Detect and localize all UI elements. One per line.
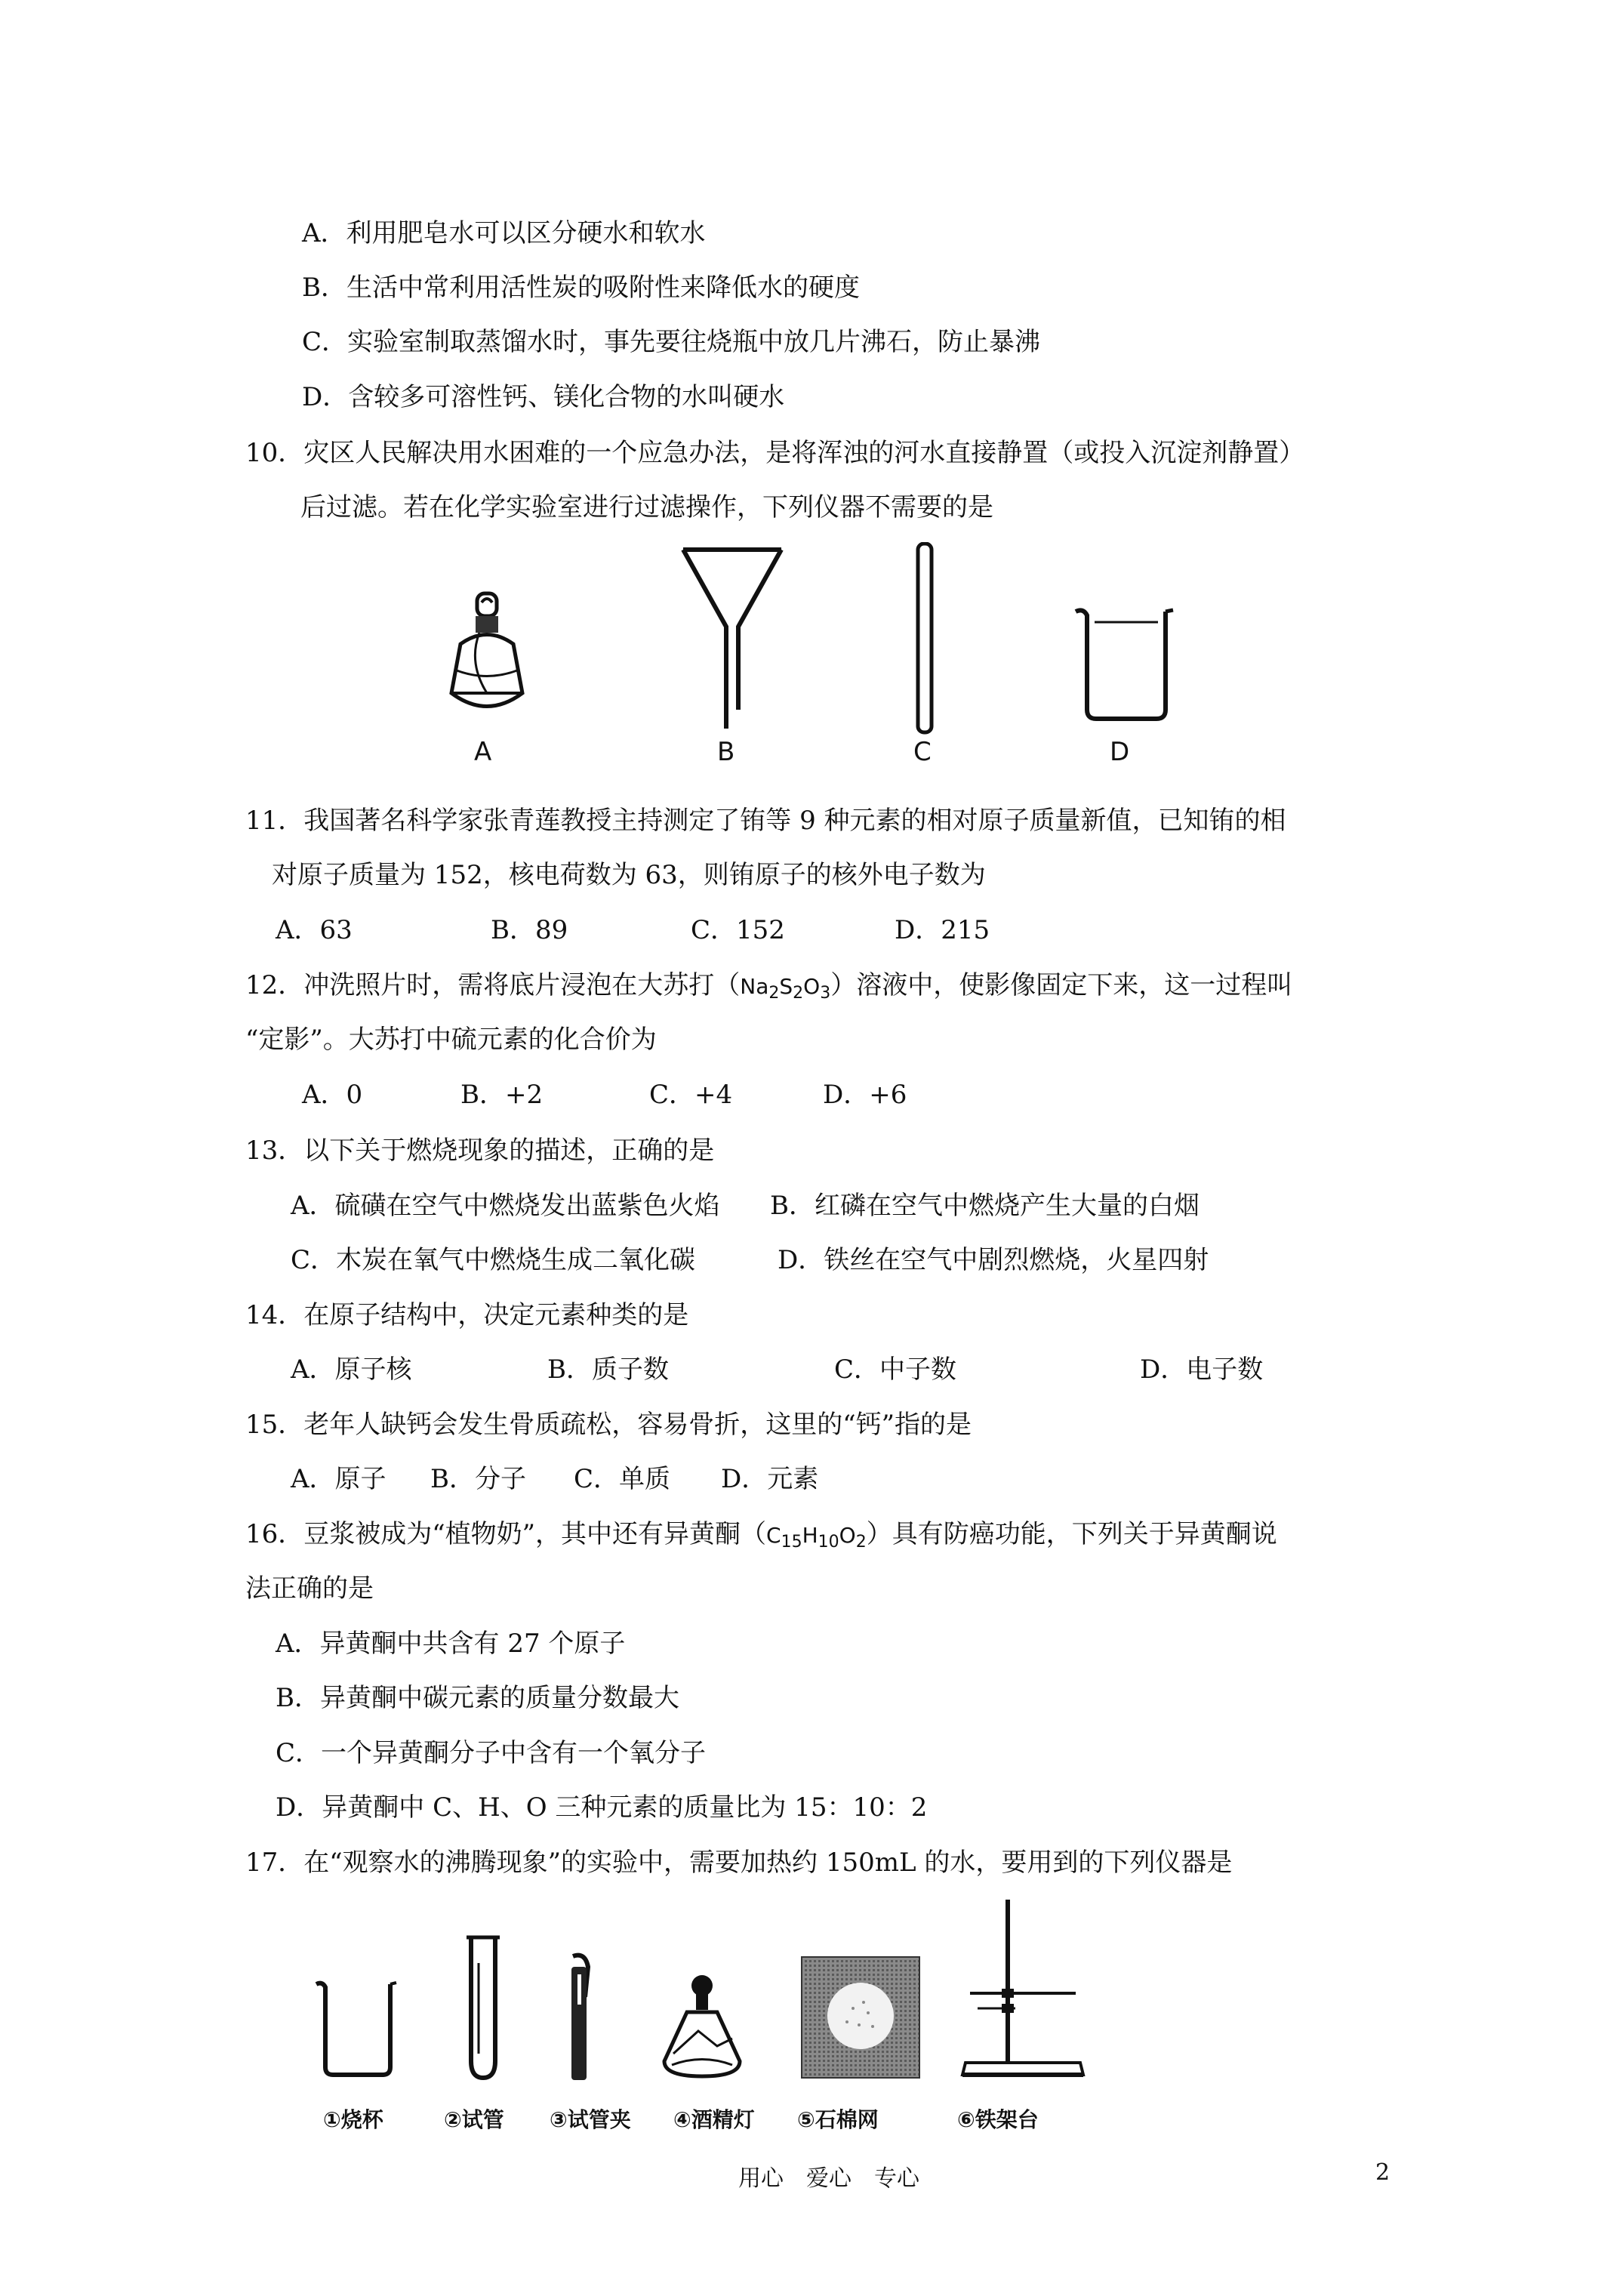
q17-label-asbestos-gauze: ⑤石棉网 bbox=[797, 2107, 879, 2132]
q11-stem-line1: 11．我国著名科学家张青莲教授主持测定了铕等 9 种元素的相对原子质量新值，已知铕的相 bbox=[245, 806, 1286, 836]
formula-subscript: 2 bbox=[793, 984, 804, 1003]
q9-option-a: A．利用肥皂水可以区分硬水和软水 bbox=[302, 218, 706, 248]
q15-stem: 15．老年人缺钙会发生骨质疏松，容易骨折，这里的“钙”指的是 bbox=[245, 1410, 972, 1440]
q12-option-b: B．+2 bbox=[460, 1080, 544, 1110]
q17-label-beaker: ①烧杯 bbox=[323, 2107, 383, 2132]
beaker-icon bbox=[313, 1978, 400, 2083]
formula-element: Na bbox=[740, 974, 769, 999]
q16-option-a: A．异黄酮中共含有 27 个原子 bbox=[276, 1629, 626, 1659]
formula-element: C bbox=[766, 1523, 781, 1548]
page-number: 2 bbox=[1375, 2159, 1390, 2186]
formula-subscript: 3 bbox=[820, 984, 831, 1003]
q12-stem-line2: “定影”。大苏打中硫元素的化合价为 bbox=[245, 1025, 657, 1055]
q15-option-d: D．元素 bbox=[721, 1464, 819, 1494]
q15-option-c: C．单质 bbox=[574, 1464, 671, 1494]
q14-option-a: A．原子核 bbox=[291, 1354, 412, 1385]
q12-stem-line1 bbox=[245, 969, 1292, 1003]
footer-motto: 用心 爱心 专心 bbox=[738, 2165, 919, 2192]
q16-stem-text: 16．豆浆被成为“植物奶”，其中还有异黄酮（ bbox=[245, 1519, 767, 1549]
glass-rod-icon bbox=[913, 542, 936, 738]
formula-subscript: 10 bbox=[818, 1533, 839, 1552]
q17-label-test-tube-clamp: ③试管夹 bbox=[550, 2107, 631, 2132]
q17-label-alcohol-lamp: ④酒精灯 bbox=[673, 2107, 755, 2132]
q17-label-test-tube: ②试管 bbox=[444, 2107, 504, 2132]
q11-option-b: B．89 bbox=[491, 915, 568, 945]
q12-stem-text: 12．冲洗照片时，需将底片浸泡在大苏打（ bbox=[245, 970, 741, 1000]
q12-stem-text: ）溶液中，使影像固定下来，这一过程叫 bbox=[830, 970, 1293, 1000]
q14-option-b: B．质子数 bbox=[547, 1354, 669, 1385]
q13-option-b: B．红磷在空气中燃烧产生大量的白烟 bbox=[770, 1191, 1200, 1221]
q16-option-d: D．异黄酮中 C、H、O 三种元素的质量比为 15：10：2 bbox=[276, 1792, 928, 1823]
q11-option-c: C．152 bbox=[691, 915, 785, 945]
q13-option-a: A．硫磺在空气中燃烧发出蓝紫色火焰 bbox=[291, 1191, 720, 1221]
q14-option-c: C．中子数 bbox=[834, 1354, 957, 1385]
formula-subscript: 2 bbox=[768, 984, 780, 1003]
q10-stem-line1: 10．灾区人民解决用水困难的一个应急办法，是将浑浊的河水直接静置（或投入沉淀剂静置） bbox=[245, 438, 1305, 468]
q10-label-a: A bbox=[474, 737, 492, 767]
q10-stem-line2: 后过滤。若在化学实验室进行过滤操作，下列仪器不需要的是 bbox=[300, 492, 993, 522]
q10-label-c: C bbox=[913, 737, 932, 767]
q15-option-a: A．原子 bbox=[291, 1464, 387, 1494]
asbestos-gauze-icon bbox=[800, 1955, 921, 2083]
test-tube-clamp-icon bbox=[562, 1952, 600, 2087]
q13-stem: 13．以下关于燃烧现象的描述，正确的是 bbox=[245, 1136, 715, 1166]
q13-option-d: D．铁丝在空气中剧烈燃烧，火星四射 bbox=[778, 1245, 1209, 1275]
funnel-icon bbox=[679, 544, 785, 735]
q14-stem: 14．在原子结构中，决定元素种类的是 bbox=[245, 1300, 689, 1330]
q17-stem: 17．在“观察水的沸腾现象”的实验中，需要加热约 150mL 的水，要用到的下列仪器是 bbox=[245, 1848, 1233, 1878]
q11-option-d: D．215 bbox=[895, 915, 990, 945]
formula-subscript: 15 bbox=[781, 1533, 802, 1552]
q11-option-a: A．63 bbox=[276, 915, 353, 945]
q10-label-d: D bbox=[1110, 737, 1130, 767]
formula-element: O bbox=[803, 974, 821, 999]
q16-option-b: B．异黄酮中碳元素的质量分数最大 bbox=[276, 1683, 679, 1713]
q16-stem-line1 bbox=[245, 1518, 1277, 1552]
formula-subscript: 2 bbox=[855, 1533, 867, 1552]
q16-stem-text: ）具有防癌功能，下列关于异黄酮说 bbox=[866, 1519, 1277, 1549]
q13-option-c: C．木炭在氧气中燃烧生成二氧化碳 bbox=[291, 1245, 696, 1275]
alcohol-lamp-icon bbox=[438, 587, 536, 726]
alcohol-lamp-icon bbox=[657, 1971, 747, 2087]
q17-label-iron-stand: ⑥铁架台 bbox=[957, 2107, 1039, 2132]
formula-element: S bbox=[779, 974, 793, 999]
q16-stem-line2: 法正确的是 bbox=[245, 1573, 374, 1604]
q12-option-a: A．0 bbox=[302, 1080, 363, 1110]
formula-element: H bbox=[802, 1523, 818, 1548]
q15-option-b: B．分子 bbox=[430, 1464, 526, 1494]
q16-option-c: C．一个异黄酮分子中含有一个氧分子 bbox=[276, 1738, 707, 1768]
formula-element: O bbox=[839, 1523, 856, 1548]
q9-option-c: C．实验室制取蒸馏水时，事先要往烧瓶中放几片沸石，防止暴沸 bbox=[302, 327, 1041, 357]
sodium-thiosulfate-formula bbox=[740, 974, 831, 1003]
q10-label-b: B bbox=[717, 737, 735, 767]
iron-stand-icon bbox=[955, 1895, 1091, 2087]
beaker-icon bbox=[1072, 604, 1178, 728]
isoflavone-formula bbox=[766, 1523, 867, 1552]
q12-option-c: C．+4 bbox=[649, 1080, 733, 1110]
q9-option-b: B．生活中常利用活性炭的吸附性来降低水的硬度 bbox=[302, 273, 860, 303]
q12-option-d: D．+6 bbox=[823, 1080, 907, 1110]
test-tube-icon bbox=[460, 1933, 506, 2087]
q14-option-d: D．电子数 bbox=[1140, 1354, 1264, 1385]
q11-stem-line2: 对原子质量为 152，核电荷数为 63，则铕原子的核外电子数为 bbox=[272, 860, 986, 890]
q9-option-d: D．含较多可溶性钙、镁化合物的水叫硬水 bbox=[302, 382, 785, 412]
